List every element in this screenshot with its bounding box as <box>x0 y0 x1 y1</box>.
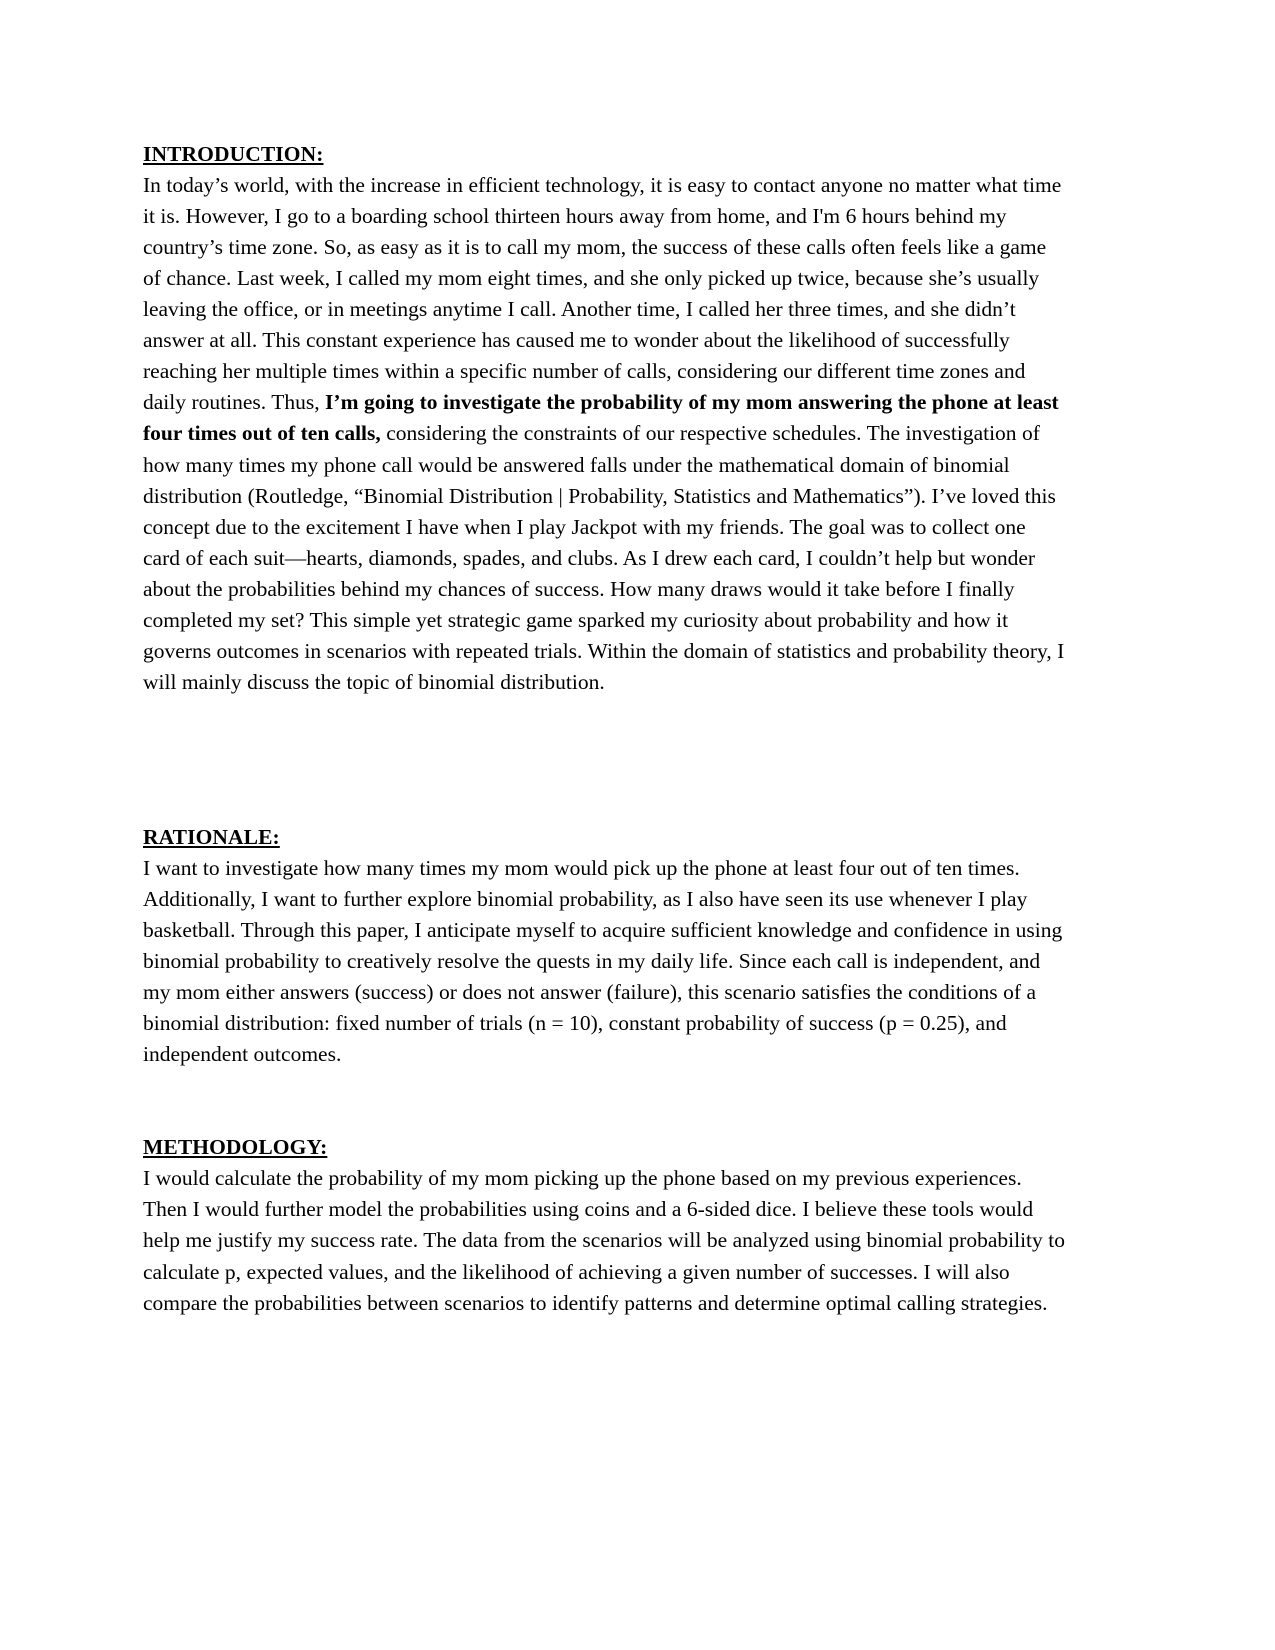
paragraph-methodology: I would calculate the probability of my mom picking up the phone based on my previous experiences. Then I would further model the probabilities using coins and a 6-sided dice. I believe these tools would help me justify my success rate. The data from the scenarios will be analyzed using binomial probability to calculate p, expected values, and the likelihood of achieving a given number of successes. I will also compare the probabilities between scenarios to identify patterns and determine optimal calling strategies. <box>143 1166 1065 1315</box>
section-spacer-rationale-methodology <box>143 1070 1065 1132</box>
paragraph-rationale: I want to investigate how many times my mom would pick up the phone at least four out of ten times. Additionally, I want to further explore binomial probability, as I also have seen its use whenever I play basketball. Through this paper, I anticipate myself to acquire sufficient knowledge and confidence in using binomial probability to creatively resolve the quests in my daily life. Since each call is independent, and my mom either answers (success) or does not answer (failure), this scenario satisfies the conditions of a binomial distribution: fixed number of trials (n = 10), constant probability of success (p = 0.25), and independent outcomes. <box>143 855 1063 1067</box>
introduction-text-part-one: In today’s world, with the increase in efficient technology, it is easy to contact anyone no matter what time it is. However, I go to a boarding school thirteen hours away from home, and I'm 6 hours behind my country’s time zone. So, as easy as it is to call my mom, the success of these calls often feels like a game of chance. Last week, I called my mom eight times, and she only picked up twice, because she’s usually leaving the office, or in meetings anytime I call. Another time, I called her three times, and she didn’t answer at all. This constant experience has caused me to wonder about the likelihood of successfully reaching her multiple times within a specific number of calls, considering our different time zones and daily routines. Thus, <box>143 172 1062 415</box>
section-rationale <box>143 822 1065 1070</box>
heading-introduction: INTRODUCTION: <box>143 142 324 166</box>
heading-rationale: RATIONALE: <box>143 825 280 850</box>
document-body <box>143 139 1065 1319</box>
introduction-text-part-two: considering the constraints of our respective schedules. The investigation of how many times my phone call would be answered falls under the mathematical domain of binomial distribution (Routledge, “Binomial Distribution | Probability, Statistics and Mathematics”). I’ve loved this concept due to the excitement I have when I play Jackpot with my friends. The goal was to collect one card of each suit—hearts, diamonds, spades, and clubs. As I drew each card, I couldn’t help but wonder about the probabilities behind my chances of success. How many draws would it take before I finally completed my set? This simple yet strategic game sparked my curiosity about probability and how it governs outcomes in scenarios with repeated trials. Within the domain of statistics and probability theory, I will mainly discuss the topic of binomial distribution. <box>143 421 1065 694</box>
paragraph-introduction <box>143 170 1065 698</box>
heading-methodology: METHODOLOGY: <box>143 1135 328 1160</box>
section-methodology <box>143 1132 1065 1318</box>
introduction-research-question: I’m going to investigate the probability of my mom answering the phone at least four times out of ten calls, <box>143 390 1059 446</box>
section-spacer-introduction-rationale <box>143 698 1065 822</box>
section-introduction <box>143 139 1065 698</box>
